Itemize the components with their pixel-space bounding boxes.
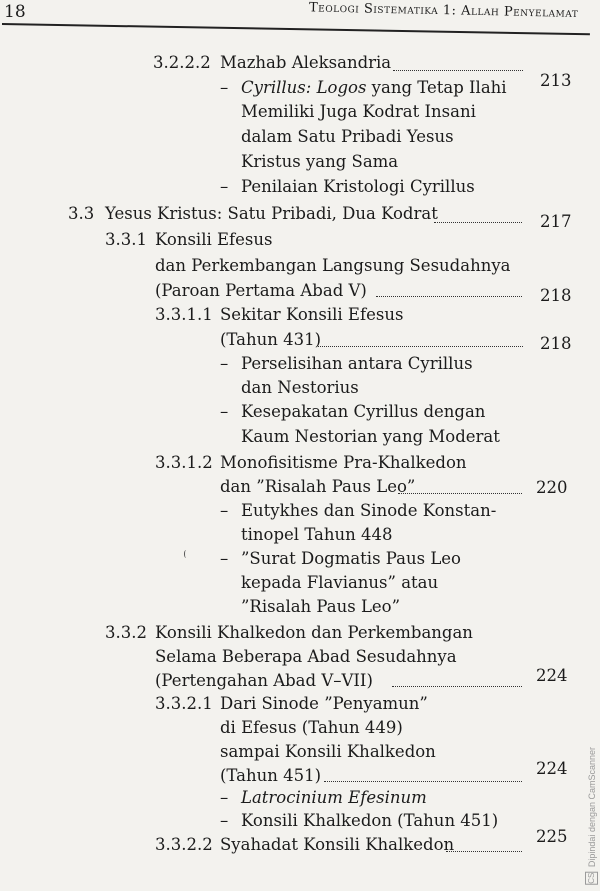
- dot-leader: [434, 222, 522, 223]
- toc-dash: –: [220, 549, 229, 568]
- running-title: Teologi Sistematika 1: Allah Penyelamat: [308, 0, 579, 21]
- toc-subitem: Konsili Khalkedon (Tahun 451): [241, 811, 499, 830]
- toc-page-number: 220: [536, 478, 568, 497]
- page-number: 18: [4, 2, 26, 22]
- toc-subitem: Kesepakatan Cyrillus dengan: [241, 402, 486, 421]
- watermark-text: Dipindai dengan CamScanner: [587, 747, 597, 868]
- toc-subitem-cont: kepada Flavianus” atau: [241, 573, 439, 592]
- toc-subitem: Eutykhes dan Sinode Konstan-: [241, 501, 497, 520]
- toc-entry-number: 3.3.1.2: [155, 453, 213, 472]
- toc-subitem: Latrocinium Efesinum: [241, 788, 427, 807]
- toc-subitem-rest: yang Tetap Ilahi: [366, 78, 507, 97]
- toc-entry-number: 3.3.2.1: [155, 694, 213, 713]
- toc-subitem: Perselisihan antara Cyrillus: [241, 354, 473, 373]
- toc-entry-title: Dari Sinode ”Penyamun”: [220, 694, 428, 713]
- toc-entry-title-cont: (Pertengahan Abad V–VII): [155, 671, 373, 690]
- toc-entry-number: 3.3.1: [105, 230, 147, 249]
- toc-subitem-cont: Kaum Nestorian yang Moderat: [241, 427, 500, 446]
- toc-page-number: 225: [536, 827, 568, 846]
- dot-leader: [392, 686, 522, 687]
- toc-dash: –: [220, 78, 229, 97]
- toc-dash: –: [220, 811, 229, 830]
- toc-entry-number: 3.3.2.2: [155, 835, 213, 854]
- toc-dash: –: [220, 788, 229, 807]
- toc-page-number: 213: [540, 71, 572, 90]
- toc-entry-number: 3.3: [68, 204, 95, 223]
- toc-entry-title-cont: sampai Konsili Khalkedon: [220, 742, 436, 761]
- toc-subitem-cont: dan Nestorius: [241, 378, 359, 397]
- dot-leader: [446, 851, 522, 852]
- toc-entry-title-cont: (Tahun 431): [220, 330, 322, 349]
- toc-entry-number: 3.3.1.1: [155, 305, 213, 324]
- toc-subitem-cont: Kristus yang Sama: [241, 152, 399, 171]
- dot-leader: [376, 296, 522, 297]
- dot-leader: [324, 781, 522, 782]
- toc-entry-number: 3.3.2: [105, 623, 147, 642]
- toc-page-number: 217: [540, 212, 572, 231]
- toc-entry-title-cont: (Paroan Pertama Abad V): [155, 281, 367, 300]
- toc-entry-title-cont: Selama Beberapa Abad Sesudahnya: [155, 647, 457, 666]
- toc-entry-title: Sekitar Konsili Efesus: [220, 305, 404, 324]
- dot-leader: [393, 70, 523, 71]
- toc-entry-title-cont: dan Perkembangan Langsung Sesudahnya: [155, 256, 511, 275]
- toc-dash: –: [220, 501, 229, 520]
- toc-entry-title: Monofisitisme Pra-Khalkedon: [220, 453, 467, 472]
- toc-dash: –: [220, 402, 229, 421]
- camscanner-logo-icon: CS: [587, 872, 596, 884]
- scan-smudge: [184, 550, 188, 558]
- toc-page-number: 224: [536, 759, 568, 778]
- toc-page-number: 224: [536, 666, 568, 685]
- toc-entry-number: 3.2.2.2: [153, 53, 211, 72]
- toc-entry-title-cont: (Tahun 451): [220, 766, 322, 785]
- dot-leader: [398, 493, 522, 494]
- toc-subitem: [241, 77, 507, 99]
- toc-subitem: Penilaian Kristologi Cyrillus: [241, 177, 475, 196]
- toc-entry-title: Mazhab Aleksandria: [220, 53, 392, 72]
- toc-entry-title: Syahadat Konsili Khalkedon: [220, 835, 455, 854]
- toc-subitem-italic: Cyrillus: Logos: [241, 78, 367, 97]
- camscanner-watermark: [585, 747, 598, 885]
- toc-entry-title: Yesus Kristus: Satu Pribadi, Dua Kodrat: [105, 204, 438, 223]
- toc-dash: –: [220, 354, 229, 373]
- toc-page-number: 218: [540, 286, 572, 305]
- toc-dash: –: [220, 177, 229, 196]
- toc-entry-title-cont: dan ”Risalah Paus Leo”: [220, 477, 416, 496]
- toc-subitem-cont: Memiliki Juga Kodrat Insani: [241, 102, 476, 121]
- toc-subitem-cont: dalam Satu Pribadi Yesus: [241, 127, 454, 146]
- toc-entry-title: Konsili Efesus: [155, 230, 273, 249]
- toc-subitem: ”Surat Dogmatis Paus Leo: [241, 549, 461, 568]
- toc-page-number: 218: [540, 334, 572, 353]
- toc-entry-title: Konsili Khalkedon dan Perkembangan: [155, 623, 473, 642]
- toc-subitem-cont: ”Risalah Paus Leo”: [241, 597, 401, 616]
- dot-leader: [318, 346, 523, 347]
- toc-entry-title-cont: di Efesus (Tahun 449): [220, 718, 403, 737]
- toc-subitem-cont: tinopel Tahun 448: [241, 525, 393, 544]
